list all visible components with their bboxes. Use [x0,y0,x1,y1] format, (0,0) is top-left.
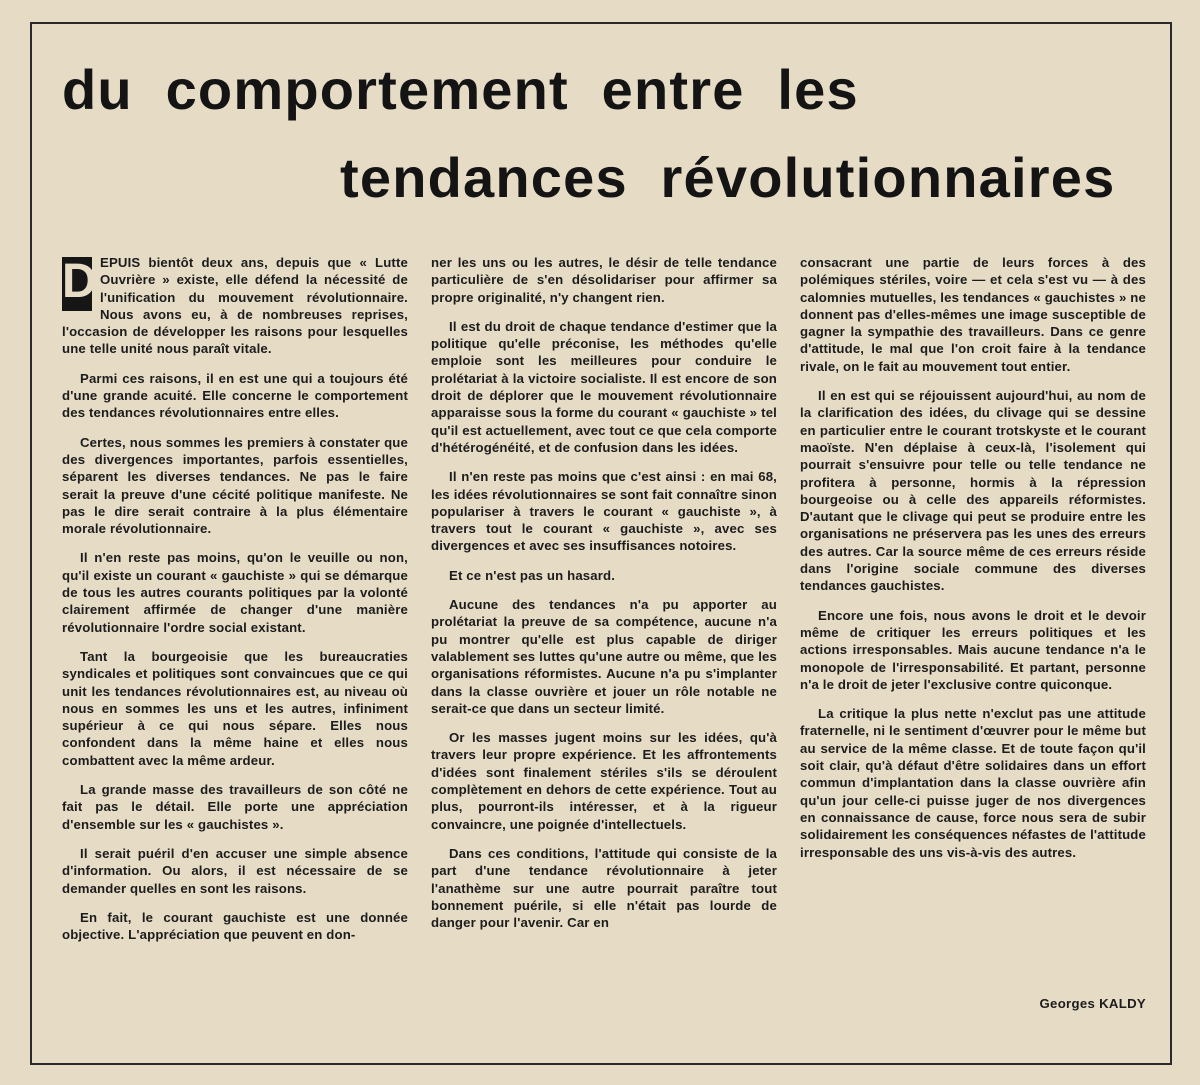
paragraph: Tant la bourgeoisie que les bureaucraties syndicales et politiques sont convaincues que ce qui unit les tendances révolutionnaires est, au niveau où nous en sommes les uns et les autres, infiniment supérieur à ce qui nous sépare. Elles nous confondent dans la même haine et elles nous combattent avec la même ardeur. [62,648,408,768]
paragraph: Et ce n'est pas un hasard. [449,567,616,583]
paragraph: Aucune des tendances n'a pu apporter au prolétariat la preuve de sa compétence, aucune n'a pu montrer qu'elle est plus capable de diriger valablement ses luttes qu'une autre ou même, que les organisations réformistes. Aucune n'a pu s'implanter dans la classe ouvrière et jouer un rôle notable ne serait-ce que dans un secteur limité. [431,597,777,716]
paragraph: Dans ces conditions, l'attitude qui consiste de la part d'une tendance révolutionnaire à jeter l'anathème sur une autre pourrait paraître tout bonnement puérile, si elle n'était pas lourde de danger pour l'avenir. Car en [431,845,777,931]
article-body [62,254,1146,1014]
title-line-1: du comportement entre les [62,58,859,121]
drop-cap: D [62,257,92,311]
title-line-2: tendances révolutionnaires [340,146,1116,209]
paragraph: ner les uns ou les autres, le désir de telle tendance particulière de s'en désolidariser pour affirmer sa propre originalité, n'y changent rien. [431,255,777,305]
paragraph: Il est du droit de chaque tendance d'estimer que la politique qu'elle préconise, les méthodes qu'elle emploie sont les meilleures pour conduire le prolétariat à la victoire socialiste. Il est encore de son droit de déplorer que le mouvement révolutionnaire apparaisse sous la forme du courant « gauchiste » tel qu'il est actuellement, avec tout ce que cela comporte d'hétérogénéité, et de confusion dans les idées. [431,318,777,455]
paragraph: D EPUIS bientôt deux ans, depuis que « Lutte Ouvrière » existe, elle défend la nécessité de l'unification du mouvement révolutionnaire. Nous avons eu, à de nombreuses reprises, l'occasion de développer les raisons pour lesquelles une telle unité nous paraît vitale. [62,255,408,357]
paragraph: consacrant une partie de leurs forces à des polémiques stériles, voire — et cela s'est vu — à des calomnies mutuelles, les tendances « gauchistes » ne donnent pas d'elles-mêmes une image susceptible de gagner la sympathie des travailleurs. Dans ce genre d'attitude, le mal que l'on croit faire à la tendance rivale, on le fait au mouvement tout entier. [800,255,1146,374]
paragraph: Il serait puéril d'en accuser une simple absence d'information. Ou alors, il est nécessaire de se demander quelles en sont les raisons. [62,845,408,896]
paragraph: En fait, le courant gauchiste est une donnée objective. L'appréciation que peuvent en don- [62,909,408,943]
paragraph: La critique la plus nette n'exclut pas une attitude fraternelle, ni le sentiment d'œuvrer pour le même but au service de la même classe. Et de toute façon qu'il soit clair, qu'à défaut d'être solidaires dans un effort commun d'implantation dans la classe ouvrière afin qu'un jour celle-ci puisse juger de nos divergences en connaissance de cause, force nous sera de subir solidairement les conséquences néfastes de l'attitude irresponsable des uns vis-à-vis des autres. [800,706,1146,860]
paragraph: Certes, nous sommes les premiers à constater que des divergences importantes, parfois essentielles, séparent les diverses tendances. Ne pas le faire serait la preuve d'une cécité politique manifeste. Ne pas le dire serait contraire à la plus élémentaire morale révolutionnaire. [62,434,408,537]
paragraph: Il n'en reste pas moins, qu'on le veuille ou non, qu'il existe un courant « gauchiste » qui se démarque de tous les autres courants politiques par la volonté clairement affirmée de changer d'une manière révolutionnaire l'ordre social existant. [62,550,408,635]
paragraph: La grande masse des travailleurs de son côté ne fait pas le détail. Elle porte une appréciation d'ensemble sur les « gauchistes ». [62,782,408,832]
author-signature: Georges KALDY [1039,996,1146,1011]
column-3 [800,254,1146,1014]
column-2 [431,254,777,1014]
paragraph: Parmi ces raisons, il en est une qui a toujours été d'une grande acuité. Elle concerne le comportement des tendances révolutionnaires entre elles. [62,370,408,421]
paragraph: Encore une fois, nous avons le droit et le devoir même de critiquer les erreurs politiques et les actions irresponsables. Mais aucune tendance n'a le monopole de l'irresponsabilité. Et partant, personne n'a le droit de jeter l'exclusive contre quiconque. [800,607,1146,692]
column-1 [62,254,408,1014]
paragraph: Il en est qui se réjouissent aujourd'hui, au nom de la clarification des idées, du clivage qui se dessine en particulier entre le courant trotskyste et le courant maoïste. N'en déplaise à ceux-là, l'isolement qui pourrait s'ensuivre pour telle ou telle tendance ne profitera à personne, hormis à la répression bourgeoise ou à celle des appareils réformistes. D'autant que le clivage qui peut se produire entre les organisations ne préservera pas les unes des erreurs des autres. Car la source même de ces erreurs réside dans l'origine sociale commune des diverses tendances gauchistes. [800,388,1146,594]
paragraph: Or les masses jugent moins sur les idées, qu'à travers leur propre expérience. Et les affrontements d'idées sont finalement stériles s'ils se déroulent complètement en dehors de cette expérience. Tout au plus, pourront-ils intéresser, et à la rigueur convaincre, une poignée d'intellectuels. [431,730,777,832]
article-title [62,46,1152,222]
paragraph: Il n'en reste pas moins que c'est ainsi : en mai 68, les idées révolutionnaires se sont fait connaître sinon populariser à travers le courant « gauchiste », à travers tout le courant « gauchiste », avec ses divergences et avec ses insuffisances notoires. [431,469,777,554]
